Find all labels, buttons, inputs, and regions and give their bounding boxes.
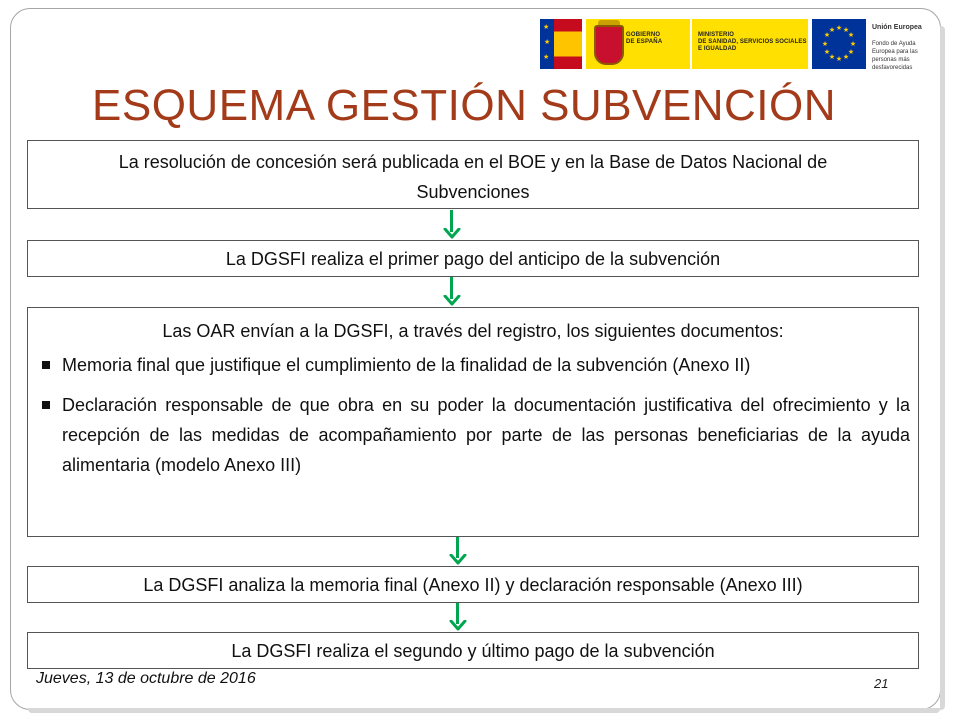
list-item-text: Declaración responsable de que obra en su poder la documentación justificativa del ofrecimiento y la recepción de las medidas de acompañamiento por parte de las personas beneficiarias de la ayuda alimentaria (modelo Anexo III): [62, 395, 910, 475]
ministry-logo-line: E IGUALDAD: [698, 46, 737, 52]
step-text: La resolución de concesión será publicada en el BOE y en la Base de Datos Nacional de Subvenciones: [118, 152, 828, 202]
svg-text:★: ★: [847, 48, 855, 56]
step-box-publication: [27, 140, 919, 209]
svg-text:★: ★: [823, 48, 831, 56]
ministry-logo-line: MINISTERIO: [698, 32, 735, 38]
down-arrow-icon: [443, 277, 461, 307]
government-logo-line: DE ESPAÑA: [626, 39, 663, 45]
eu-fund-caption: Fondo de Ayuda Europea para las personas más desfavorecidas: [872, 41, 918, 71]
step-box-documents: [27, 307, 919, 537]
svg-text:★: ★: [835, 24, 843, 32]
step-box-first-payment: [27, 240, 919, 277]
documents-list: [28, 350, 918, 480]
documents-intro: Las OAR envían a la DGSFI, a través del registro, los siguientes documentos:: [162, 321, 784, 341]
svg-text:★: ★: [842, 53, 850, 61]
square-bullet-icon: [42, 401, 50, 409]
svg-text:★: ★: [847, 31, 855, 39]
square-bullet-icon: [42, 361, 50, 369]
svg-text:★: ★: [821, 40, 829, 48]
eu-flag-icon: [812, 19, 866, 69]
government-of-spain-logo: [586, 19, 690, 69]
down-arrow-icon: [449, 603, 467, 632]
step-box-final-payment: [27, 632, 919, 669]
eu-logo-title: Unión Europea: [872, 24, 922, 31]
slide-shadow: [28, 708, 940, 713]
ministry-logo-line: DE SANIDAD, SERVICIOS SOCIALES: [698, 39, 807, 45]
down-arrow-icon: [449, 537, 467, 566]
government-logo-line: GOBIERNO: [626, 32, 661, 38]
footer-date: Jueves, 13 de octubre de 2016: [36, 670, 256, 687]
slide-number: 21: [874, 676, 889, 691]
svg-text:★: ★: [828, 26, 836, 34]
svg-text:★: ★: [842, 26, 850, 34]
spain-eu-flag-logo: ★ ★ ★: [540, 19, 582, 69]
list-item: [42, 350, 910, 380]
logo-banner: [540, 18, 932, 72]
svg-text:★: ★: [849, 40, 857, 48]
step-text: La DGSFI realiza el primer pago del anticipo de la subvención: [225, 249, 721, 269]
slide-title: ESQUEMA GESTIÓN SUBVENCIÓN: [92, 81, 837, 130]
step-box-analysis: [27, 566, 919, 603]
down-arrow-icon: [443, 210, 461, 240]
slide-shadow: [940, 26, 945, 710]
list-item: [42, 390, 910, 480]
svg-text:★: ★: [828, 53, 836, 61]
ministry-logo: [692, 19, 808, 69]
list-item-text: Memoria final que justifique el cumplimiento de la finalidad de la subvención (Anexo II): [62, 355, 751, 375]
svg-text:★: ★: [835, 55, 843, 63]
svg-text:★: ★: [823, 31, 831, 39]
step-text: La DGSFI realiza el segundo y último pago de la subvención: [231, 641, 715, 661]
step-text: La DGSFI analiza la memoria final (Anexo II) y declaración responsable (Anexo III): [143, 575, 803, 595]
